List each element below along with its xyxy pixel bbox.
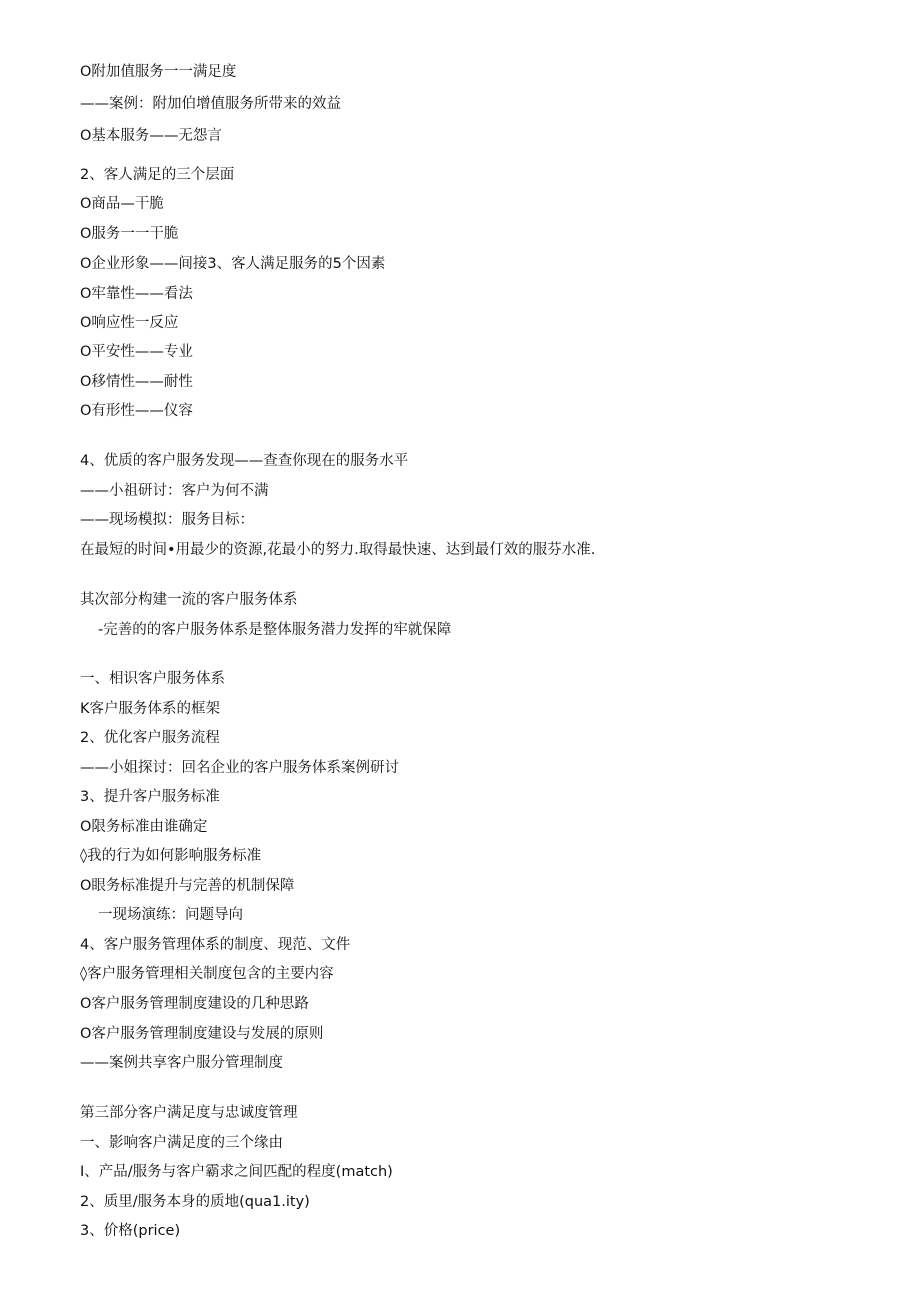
text-line: O牢靠性——看法 bbox=[80, 286, 193, 302]
text-line: 一、影响客户满足度的三个缘由 bbox=[80, 1135, 283, 1151]
text-line: 2、客人满足的三个层面 bbox=[80, 167, 235, 183]
text-line: O有形性——仪容 bbox=[80, 403, 193, 419]
text-line: I、产品/服务与客户霸求之间匹配的程度(match) bbox=[80, 1164, 393, 1180]
text-line: 一、相识客户服务体系 bbox=[80, 671, 225, 687]
text-line: 在最短的时间•用最少的资源,花最小的努力.取得最快速、达到最仃效的服芬水准. bbox=[80, 542, 596, 558]
text-line: O移情性——耐性 bbox=[80, 374, 193, 390]
text-line: ——现场模拟：服务目标： bbox=[80, 512, 254, 528]
text-line: 2、质里/服务本身的质地(qua1.ity) bbox=[80, 1194, 310, 1210]
text-line: ——小姐探讨：回名企业的客户服务体系案例研讨 bbox=[80, 760, 399, 776]
text-line: ——小祖研讨：客户为何不满 bbox=[80, 483, 269, 499]
text-line: 一现场演练：问题导向 bbox=[98, 907, 243, 923]
text-line: O服务一一干脆 bbox=[80, 226, 179, 242]
text-line: O客户服务管理制度建设的几种思路 bbox=[80, 996, 309, 1012]
text-line: 3、提升客户服务标准 bbox=[80, 789, 220, 805]
text-line: ◊客户服务管理相关制度包含的主要内容 bbox=[80, 966, 334, 982]
text-line: O限务标准由谁确定 bbox=[80, 819, 208, 835]
text-line: -完善的的客户服务体系是整体服务潜力发挥的牢就保障 bbox=[98, 622, 452, 638]
text-line: O平安性——专业 bbox=[80, 344, 193, 360]
text-line: K客户服务体系的框架 bbox=[80, 701, 221, 717]
text-line: O响应性一反应 bbox=[80, 315, 179, 331]
text-line: O企业形象——间接3、客人满足服务的5个因素 bbox=[80, 256, 386, 272]
text-line: O眼务标准提升与完善的机制保障 bbox=[80, 878, 295, 894]
text-line: ——案例：附加伯增值服务所带来的效益 bbox=[80, 96, 341, 112]
text-line: 3、价格(price) bbox=[80, 1223, 181, 1239]
text-line: ——案例共享客户服分管理制度 bbox=[80, 1055, 283, 1071]
text-line: O客户服务管理制度建设与发展的原则 bbox=[80, 1026, 324, 1042]
text-line: 4、客户服务管理体系的制度、现范、文件 bbox=[80, 937, 351, 953]
text-line: 4、优质的客户服务发现——查查你现在的服务水平 bbox=[80, 453, 409, 469]
text-line: O附加值服务一一满足度 bbox=[80, 64, 237, 80]
section-heading: 第三部分客户满足度与忠诚度管理 bbox=[80, 1105, 298, 1121]
text-line: 2、优化客户服务流程 bbox=[80, 730, 220, 746]
text-line: O基本服务——无怨言 bbox=[80, 128, 222, 144]
text-line: ◊我的行为如何影响服务标准 bbox=[80, 848, 262, 864]
text-line: O商品—干脆 bbox=[80, 196, 164, 212]
section-heading: 其次部分构建一流的客户服务体系 bbox=[80, 592, 298, 608]
